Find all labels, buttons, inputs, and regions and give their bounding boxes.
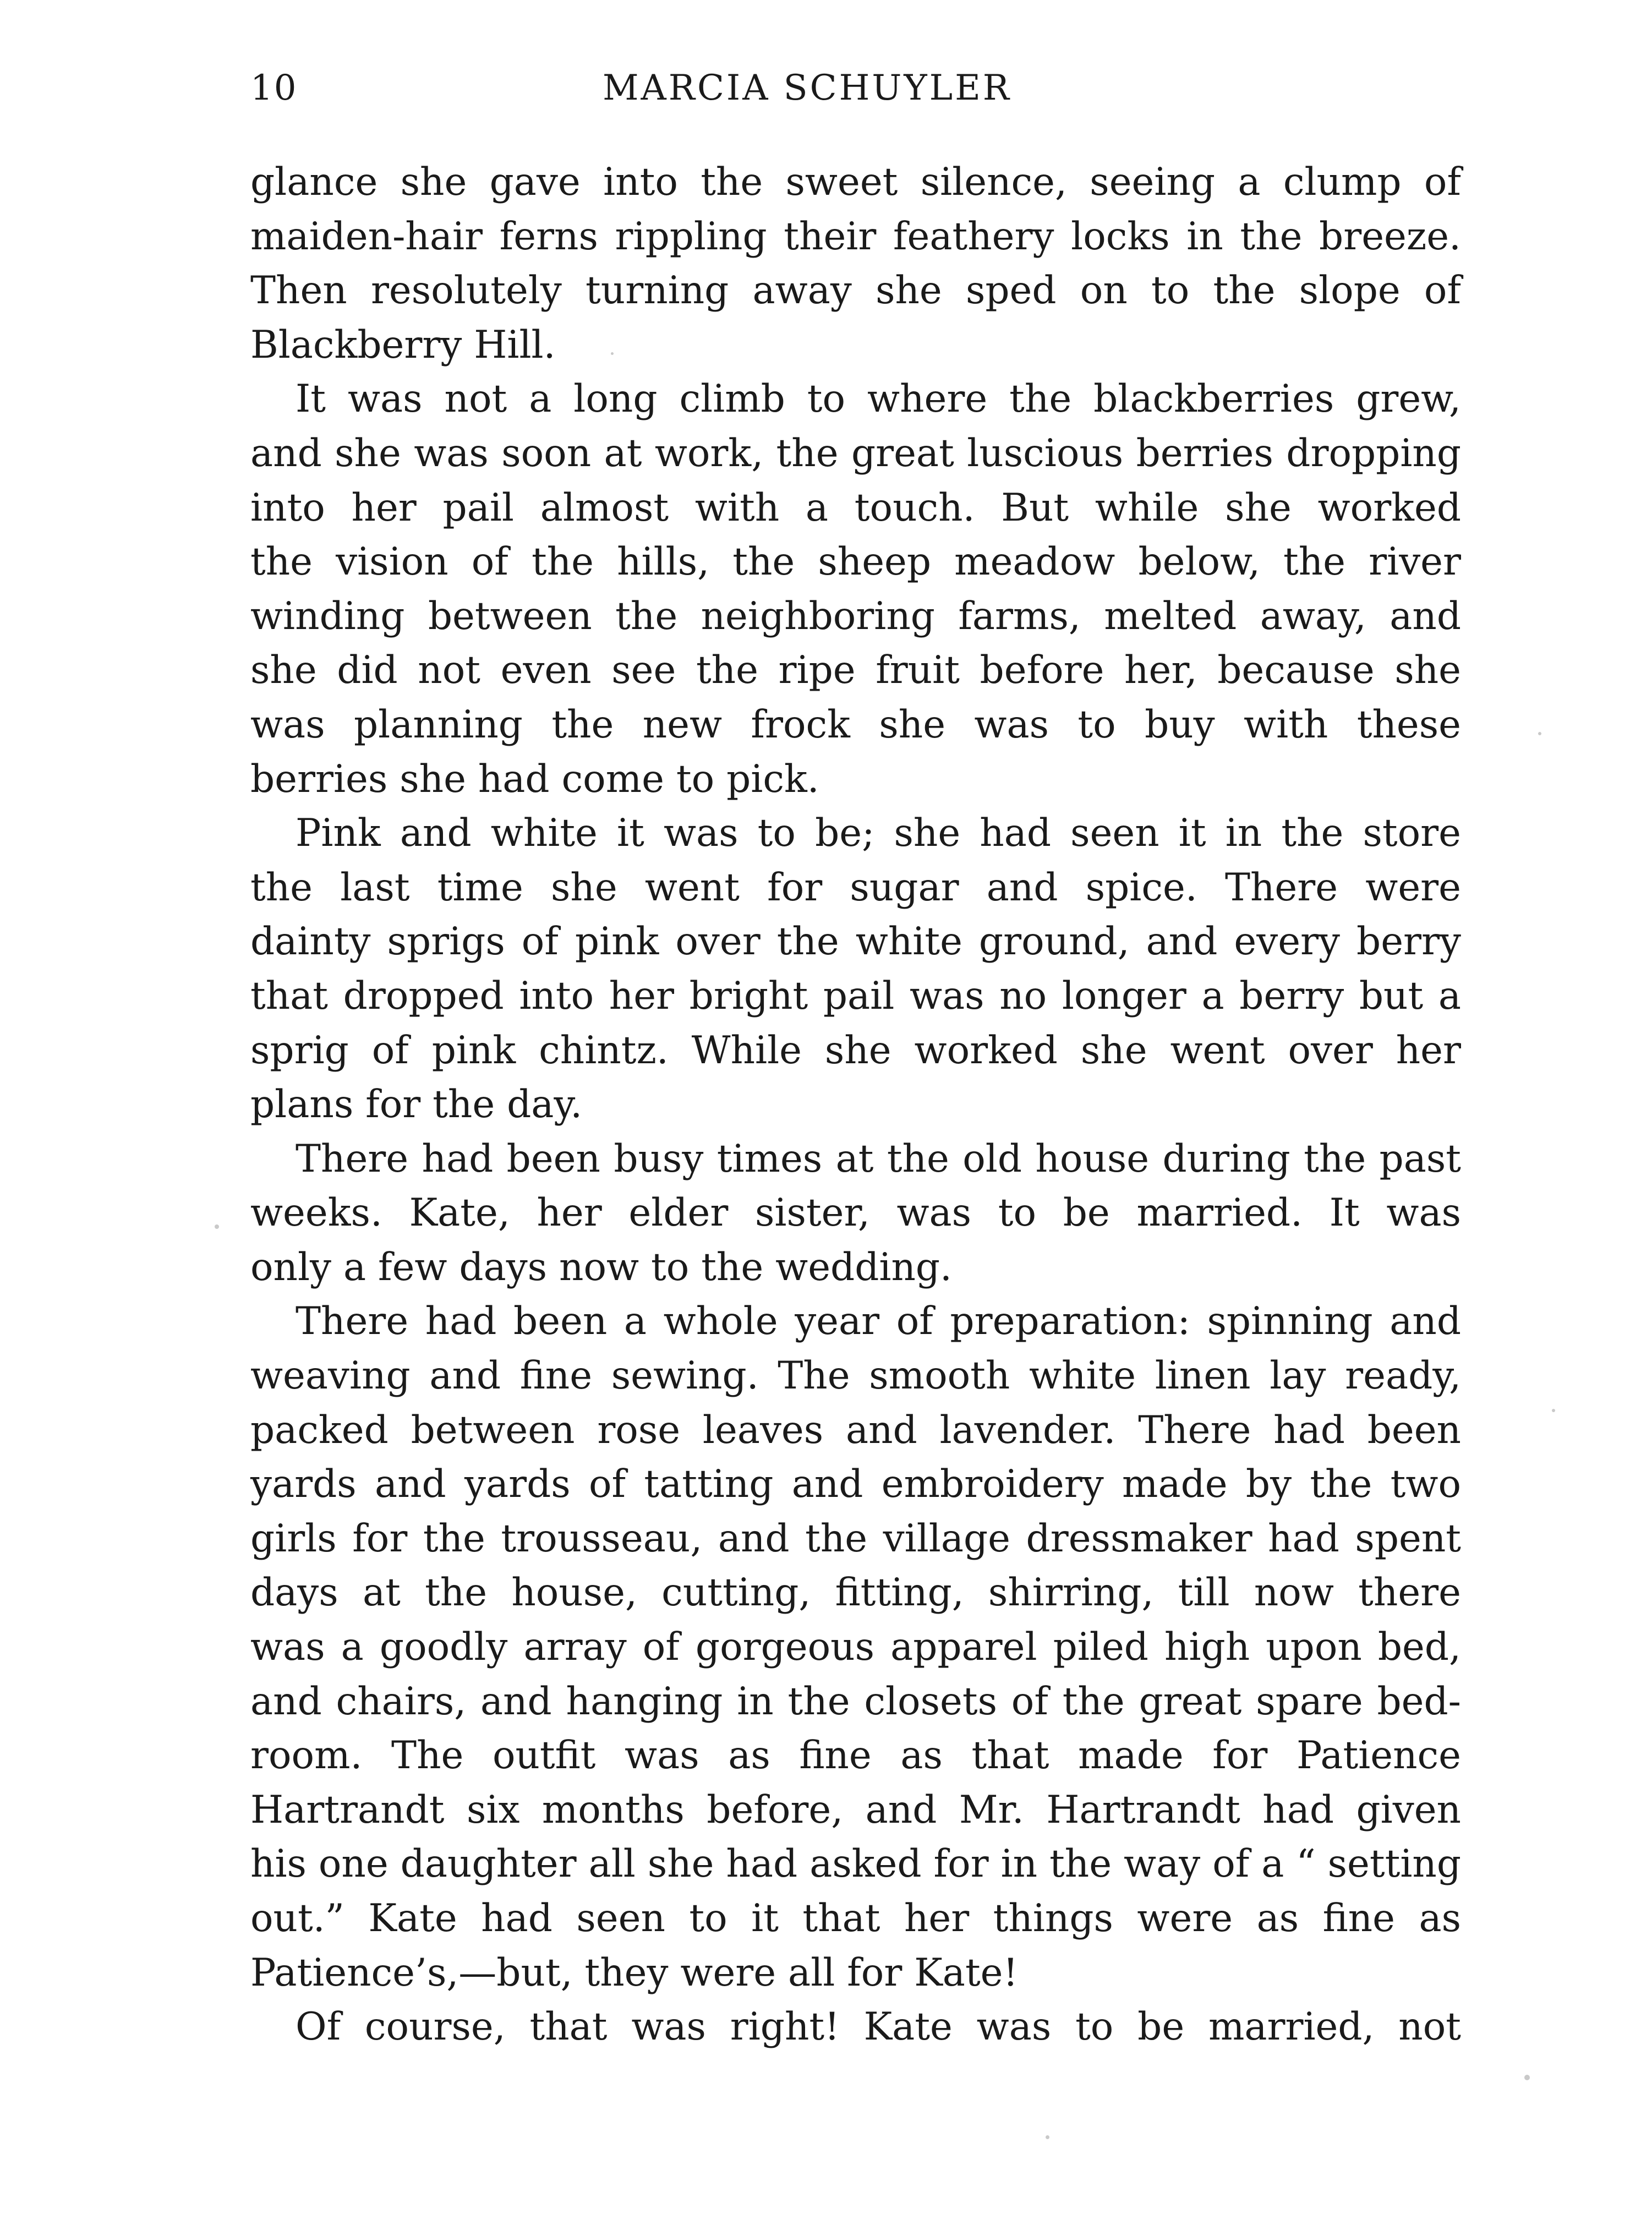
page-header — [250, 61, 1461, 121]
text-line: weaving and fine sewing. The smooth white linen lay ready, — [250, 1354, 1461, 1398]
text-line: Blackberry Hill. — [250, 322, 556, 367]
text-line: packed between rose leaves and lavender. There had been — [250, 1408, 1461, 1452]
text-line: Hartrandt six months before, and Mr. Hartrandt had given — [250, 1787, 1461, 1832]
text-line: Then resolutely turning away she sped on to the slope of — [250, 269, 1461, 313]
text-line: winding between the neighboring farms, melted away, and — [250, 594, 1461, 638]
text-line: and chairs, and hanging in the closets of the great spare bed- — [250, 1679, 1461, 1724]
paragraph-first-line: Of course, that was right! Kate was to be married, not — [296, 2005, 1461, 2049]
text-line: into her pail almost with a touch. But while she worked — [250, 485, 1461, 530]
scan-speck — [215, 1224, 219, 1229]
text-line: was a goodly array of gorgeous apparel piled high upon bed, — [250, 1625, 1461, 1670]
scan-speck — [1552, 1409, 1555, 1412]
text-line: yards and yards of tatting and embroidery made by the two — [250, 1462, 1461, 1507]
scan-speck — [611, 352, 614, 355]
text-line: dainty sprigs of pink over the white ground, and every berry — [250, 920, 1461, 964]
text-line: weeks. Kate, her elder sister, was to be married. It was — [250, 1191, 1461, 1235]
text-line: glance she gave into the sweet silence, seeing a clump of — [250, 160, 1461, 204]
text-line: sprig of pink chintz. While she worked she went over her — [250, 1028, 1461, 1073]
paragraph-first-line: Pink and white it was to be; she had seen it in the store — [296, 811, 1461, 856]
running-title: MARCIA SCHUYLER — [603, 68, 1011, 108]
scan-speck — [1538, 732, 1541, 735]
text-line: berries she had come to pick. — [250, 757, 819, 801]
text-line: the vision of the hills, the sheep meadow below, the river — [250, 540, 1461, 584]
text-line: only a few days now to the wedding. — [250, 1245, 952, 1289]
text-line: the last time she went for sugar and spice. There were — [250, 865, 1461, 910]
scan-speck — [1046, 2135, 1049, 2139]
paragraph-first-line: There had been a whole year of preparation: spinning and — [296, 1299, 1461, 1344]
scan-speck — [1524, 2075, 1530, 2080]
text-line: Patience’s,—but, they were all for Kate! — [250, 1950, 1019, 1995]
text-line: was planning the new frock she was to buy with these — [250, 702, 1461, 747]
text-line: maiden-hair ferns rippling their feathery locks in the breeze. — [250, 214, 1461, 259]
text-line: girls for the trousseau, and the village dressmaker had spent — [250, 1516, 1461, 1561]
text-line: his one daughter all she had asked for in the way of a “ setting — [250, 1842, 1461, 1887]
text-line: she did not even see the ripe fruit before her, because she — [250, 648, 1461, 693]
paragraph-first-line: There had been busy times at the old house during the past — [296, 1136, 1461, 1181]
text-line: plans for the day. — [250, 1083, 583, 1127]
text-line: that dropped into her bright pail was no longer a berry but a — [250, 974, 1461, 1018]
body-text — [250, 155, 1461, 2054]
text-line: room. The outfit was as fine as that made for Patience — [250, 1734, 1461, 1778]
text-line: out.” Kate had seen to it that her things were as fine as — [250, 1896, 1461, 1940]
page-number: 10 — [250, 68, 298, 108]
paragraph-first-line: It was not a long climb to where the blackberries grew, — [296, 377, 1461, 422]
text-line: days at the house, cutting, fitting, shirring, till now there — [250, 1571, 1461, 1615]
text-line: and she was soon at work, the great luscious berries dropping — [250, 431, 1461, 475]
